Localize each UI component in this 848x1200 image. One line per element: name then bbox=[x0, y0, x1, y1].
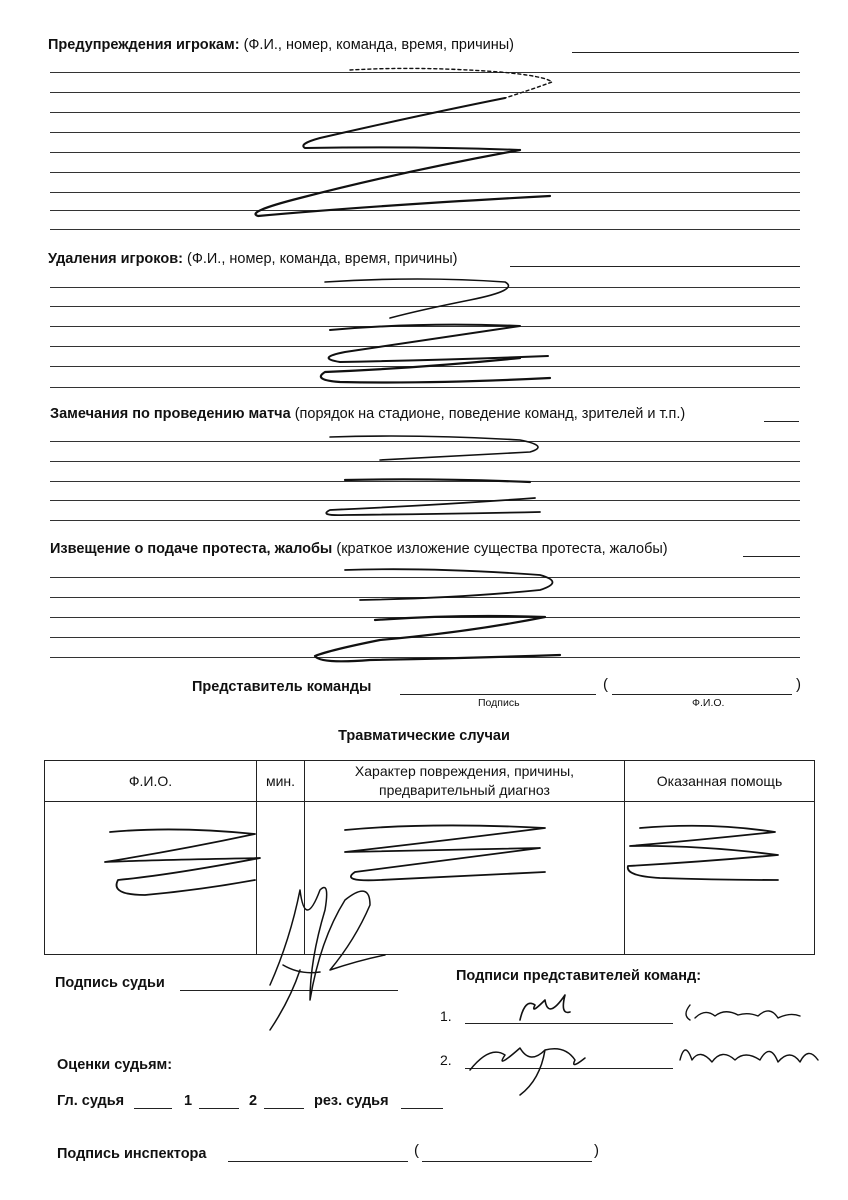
protest-line[interactable] bbox=[50, 577, 800, 578]
injuries-table bbox=[44, 760, 815, 955]
warnings-line[interactable] bbox=[50, 112, 800, 113]
ratings-reserve-field[interactable] bbox=[401, 1108, 443, 1109]
warnings-cross-scribble bbox=[303, 98, 520, 150]
ejections-line[interactable] bbox=[50, 366, 800, 367]
team-rep-label: Представитель команды bbox=[192, 679, 372, 695]
ratings-title: Оценки судьям: bbox=[57, 1057, 173, 1073]
protest-line[interactable] bbox=[50, 597, 800, 598]
protest-heading-line[interactable] bbox=[743, 556, 800, 557]
ratings-one-field[interactable] bbox=[199, 1108, 239, 1109]
remarks-heading-line[interactable] bbox=[764, 421, 799, 422]
injuries-col-help: Оказанная помощь bbox=[625, 761, 815, 802]
protest-scribble-top bbox=[345, 569, 553, 600]
protest-line[interactable] bbox=[50, 617, 800, 618]
ratings-two-field[interactable] bbox=[264, 1108, 304, 1109]
injuries-header-row bbox=[45, 761, 815, 802]
team-signature-2-scribble bbox=[470, 1048, 585, 1095]
team-rep-signature-line[interactable] bbox=[400, 694, 596, 695]
warnings-line[interactable] bbox=[50, 210, 800, 211]
injuries-cell-name[interactable] bbox=[45, 802, 257, 955]
ratings-chief-field[interactable] bbox=[134, 1108, 172, 1109]
warnings-line[interactable] bbox=[50, 172, 800, 173]
team-signature-line[interactable] bbox=[465, 1023, 673, 1024]
remarks-line[interactable] bbox=[50, 441, 800, 442]
protest-hint: (краткое изложение существа протеста, жалобы) bbox=[336, 541, 668, 557]
warnings-heading bbox=[48, 37, 514, 53]
team-rep-close-paren: ) bbox=[796, 676, 801, 693]
ejections-hint: (Ф.И., номер, команда, время, причины) bbox=[187, 251, 458, 267]
ratings-two-label: 2 bbox=[249, 1093, 258, 1109]
injuries-col-minute: мин. bbox=[257, 761, 305, 802]
warnings-line[interactable] bbox=[50, 192, 800, 193]
warnings-heading-line[interactable] bbox=[572, 52, 799, 53]
referee-signature-line[interactable] bbox=[180, 990, 398, 991]
ejections-line[interactable] bbox=[50, 346, 800, 347]
ejections-scribble-bottom bbox=[321, 358, 550, 383]
protest-heading bbox=[50, 541, 668, 557]
team-rep-signature-caption: Подпись bbox=[478, 697, 520, 709]
warnings-line[interactable] bbox=[50, 229, 800, 230]
ejections-line[interactable] bbox=[50, 287, 800, 288]
team-rep-name-line[interactable] bbox=[612, 694, 792, 695]
remarks-line[interactable] bbox=[50, 520, 800, 521]
injuries-col-name: Ф.И.О. bbox=[45, 761, 257, 802]
protest-line[interactable] bbox=[50, 657, 800, 658]
team-name-2-scribble bbox=[680, 1050, 818, 1062]
ejections-line[interactable] bbox=[50, 306, 800, 307]
inspector-name-line[interactable] bbox=[422, 1161, 592, 1162]
warnings-line[interactable] bbox=[50, 72, 800, 73]
referee-signature-label: Подпись судьи bbox=[55, 975, 165, 991]
injuries-cell-minute[interactable] bbox=[257, 802, 305, 955]
ratings-chief-label: Гл. судья bbox=[57, 1093, 125, 1109]
remarks-title: Замечания по проведению матча bbox=[50, 406, 291, 422]
ejections-line[interactable] bbox=[50, 387, 800, 388]
remarks-scribble-top bbox=[330, 436, 538, 460]
remarks-heading bbox=[50, 406, 685, 422]
team-signature-line[interactable] bbox=[465, 1068, 673, 1069]
ejections-scribble-mid bbox=[329, 325, 548, 362]
protest-line[interactable] bbox=[50, 637, 800, 638]
warnings-line[interactable] bbox=[50, 152, 800, 153]
team-signature-number: 2. bbox=[440, 1052, 452, 1068]
warnings-hint: (Ф.И., номер, команда, время, причины) bbox=[243, 37, 515, 53]
ejections-heading-line[interactable] bbox=[510, 266, 800, 267]
injuries-row bbox=[45, 802, 815, 955]
team-signature-1-scribble bbox=[520, 995, 570, 1020]
protest-scribble-mid bbox=[315, 616, 560, 661]
warnings-line[interactable] bbox=[50, 92, 800, 93]
warnings-line[interactable] bbox=[50, 132, 800, 133]
team-rep-open-paren: ( bbox=[603, 676, 608, 693]
warnings-title: Предупреждения игрокам: bbox=[48, 37, 240, 53]
injuries-cell-diagnosis[interactable] bbox=[305, 802, 625, 955]
team-signature-number: 1. bbox=[440, 1008, 452, 1024]
remarks-line[interactable] bbox=[50, 481, 800, 482]
inspector-open-paren: ( bbox=[414, 1142, 419, 1159]
ratings-one-label: 1 bbox=[184, 1093, 193, 1109]
injuries-cell-help[interactable] bbox=[625, 802, 815, 955]
remarks-hint: (порядок на стадионе, поведение команд, зрителей и т.п.) bbox=[294, 406, 686, 422]
remarks-line[interactable] bbox=[50, 500, 800, 501]
team-rep-name-caption: Ф.И.О. bbox=[692, 697, 725, 709]
ejections-scribble-top bbox=[325, 279, 508, 318]
inspector-signature-line[interactable] bbox=[228, 1161, 408, 1162]
ratings-reserve-label: рез. судья bbox=[314, 1093, 389, 1109]
injuries-col-diagnosis: Характер повреждения, причины, предварительный диагноз bbox=[305, 761, 625, 802]
protest-title: Извещение о подаче протеста, жалобы bbox=[50, 541, 333, 557]
remarks-line[interactable] bbox=[50, 461, 800, 462]
inspector-close-paren: ) bbox=[594, 1142, 599, 1159]
team-signatures-title: Подписи представителей команд: bbox=[456, 968, 702, 984]
ejections-heading bbox=[48, 251, 457, 267]
team-name-1-scribble bbox=[686, 1005, 800, 1020]
inspector-label: Подпись инспектора bbox=[57, 1146, 207, 1162]
warnings-zigzag-scribble bbox=[256, 150, 550, 216]
injuries-title: Травматические случаи bbox=[338, 728, 510, 744]
ejections-title: Удаления игроков: bbox=[48, 251, 183, 267]
ejections-line[interactable] bbox=[50, 326, 800, 327]
